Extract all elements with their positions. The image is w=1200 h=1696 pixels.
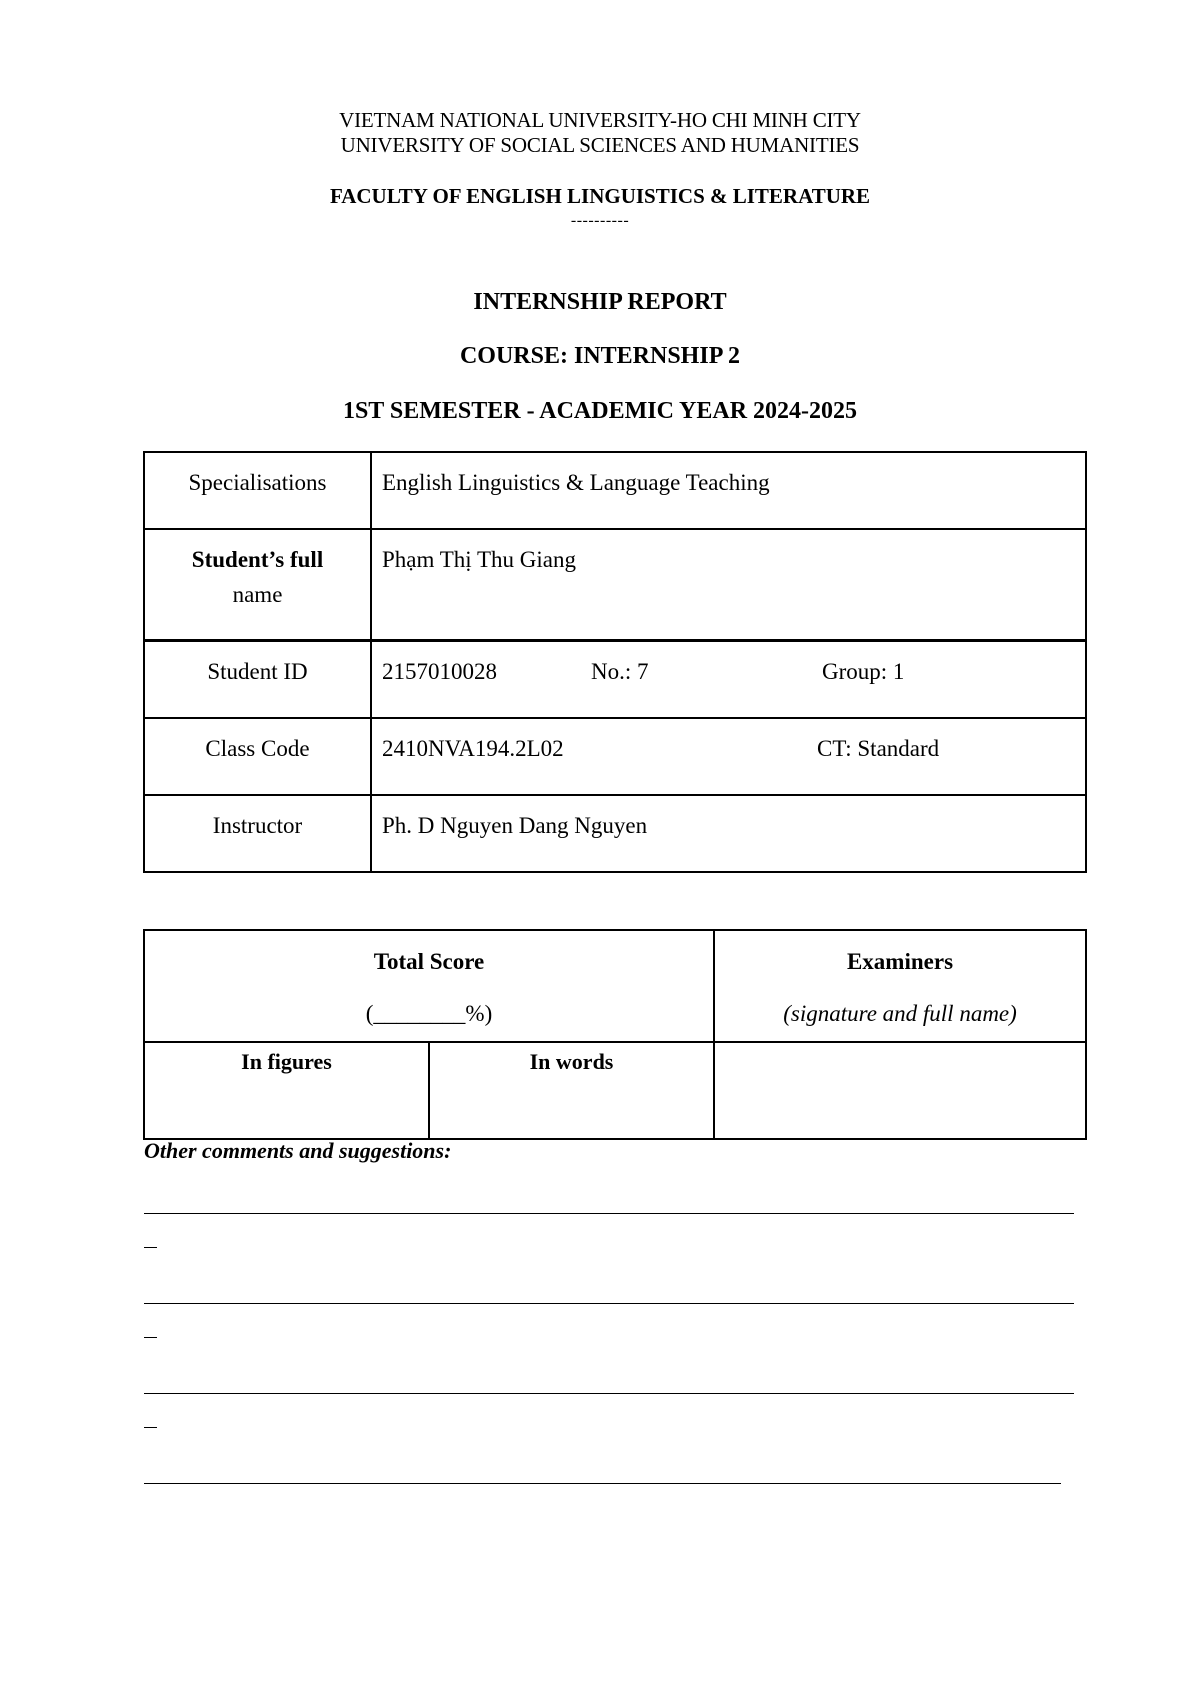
table-row [144,795,1086,872]
student-name-value: Phạm Thị Thu Giang [371,529,1086,640]
class-code-value: 2410NVA194.2L02 [382,736,564,761]
student-id-label: Student ID [144,640,371,718]
table-row [144,930,1086,1042]
class-code-cell [371,718,1086,795]
table-row [144,529,1086,640]
in-words-label: In words [429,1042,714,1139]
comment-line-dash [144,1427,157,1428]
table-row [144,1042,1086,1139]
percent-blank: (________%) [365,1001,493,1026]
table-row [144,452,1086,529]
university-name: VIETNAM NATIONAL UNIVERSITY-HO CHI MINH CITY [339,108,861,132]
table-row [144,640,1086,718]
class-code-label: Class Code [144,718,371,795]
student-group: Group: 1 [822,658,905,684]
student-number: No.: 7 [591,658,649,684]
comment-line [144,1483,1061,1484]
examiners-signature-cell [714,1042,1086,1139]
comment-line [144,1303,1074,1304]
school-name: UNIVERSITY OF SOCIAL SCIENCES AND HUMANITIES [340,133,860,157]
specialisations-value: English Linguistics & Language Teaching [371,452,1086,529]
instructor-label: Instructor [144,795,371,872]
total-score-cell [144,930,714,1042]
table-row [144,718,1086,795]
course-title: COURSE: INTERNSHIP 2 [459,343,741,369]
ct-value: CT: Standard [817,736,940,761]
total-score-label: Total Score [373,949,485,974]
student-info-table [143,451,1087,873]
comment-line [144,1213,1074,1214]
in-figures-label: In figures [144,1042,429,1139]
examiners-label: Examiners [846,949,954,974]
instructor-value: Ph. D Nguyen Dang Nguyen [371,795,1086,872]
comment-line [144,1393,1074,1394]
student-id-cell [371,640,1086,718]
report-title: INTERNSHIP REPORT [473,289,727,315]
faculty-name: FACULTY OF ENGLISH LINGUISTICS & LITERATURE [329,184,871,208]
student-name-label [144,529,371,640]
comment-line-dash [144,1337,157,1338]
semester-title: 1ST SEMESTER - ACADEMIC YEAR 2024-2025 [342,398,858,424]
header-separator: ---------- [570,212,630,229]
score-table [143,929,1087,1140]
examiners-note: (signature and full name) [783,1001,1017,1026]
examiners-cell [714,930,1086,1042]
specialisations-label: Specialisations [144,452,371,529]
student-name-label-line2: name [232,582,283,607]
student-name-label-line1: Student’s full [191,547,324,572]
comment-line-dash [144,1247,157,1248]
comments-label: Other comments and suggestions: [144,1138,452,1163]
student-id-value: 2157010028 [382,658,497,684]
